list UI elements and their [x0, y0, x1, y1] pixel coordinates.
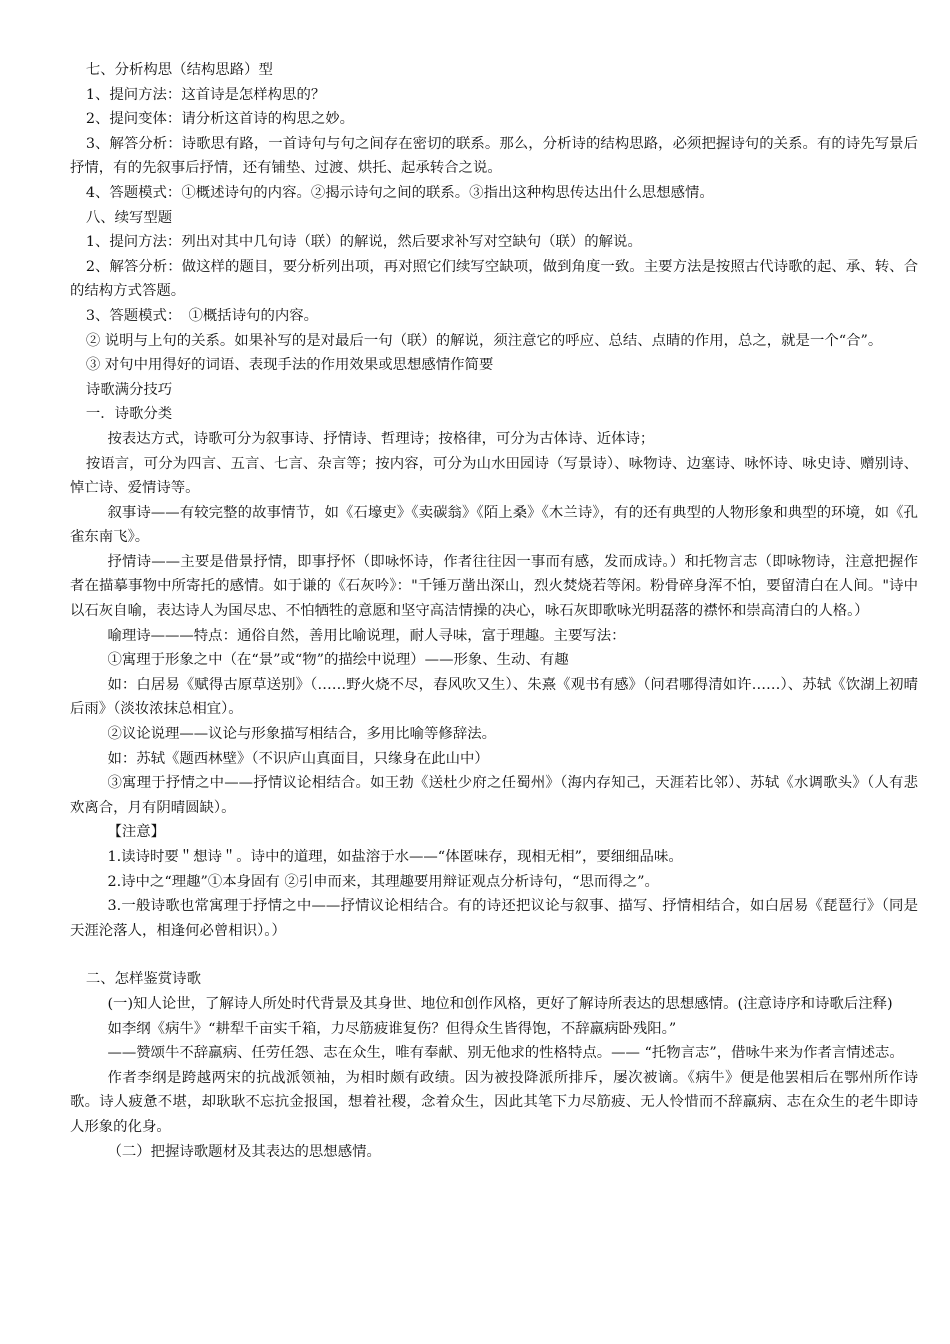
paragraph: 一．诗歌分类 — [85, 406, 173, 423]
paragraph: 抒情诗——主要是借景抒情，即事抒怀（即咏怀诗，作者往往因一事而有感，发而成诗。）和托物言志（即咏物诗，注意把握作者在描摹事物中所寄托的感情。如于谦的《石灰吟》："千锤万凿出深山，烈火焚烧若等闲。粉骨碎身浑不怕，要留清白在人间。"诗中以石灰自喻，表达诗人为国尽忠、不怕牺牲的意愿和坚守高洁情操的决心，咏石灰即歌咏光明磊落的襟怀和崇高清白的人格。） — [70, 553, 918, 620]
paragraph: 作者李纲是跨越两宋的抗战派领袖，为相时颇有政绩。因为被投降派所排斥，屡次被谪。《病牛》便是他罢相后在鄂州所作诗歌。诗人疲惫不堪，却耿耿不忘抗金报国，想着社稷，念着众生，因此其笔下力尽筋疲、无人怜惜而不辞羸病、志在众生的老牛即诗人形象的化身。 — [70, 1069, 918, 1135]
paragraph: 3、答题模式： ①概括诗句的内容。 — [85, 307, 319, 324]
paragraph: 3.一般诗歌也常寓理于抒情之中——抒情议论相结合。有的诗还把议论与叙事、描写、抒情相结合，如白居易《琵琶行》（同是天涯沦落人，相逢何必曾相识）。） — [70, 898, 918, 939]
paragraph: 1.读诗时要＂想诗＂。诗中的道理，如盐溶于水——“体匿味存，现相无相”，要细细品味。 — [107, 849, 683, 865]
paragraph: ②议论说理——议论与形象描写相结合，多用比喻等修辞法。 — [107, 726, 496, 743]
paragraph: 按表达方式，诗歌可分为叙事诗、抒情诗、哲理诗；按格律，可分为古体诗、近体诗； — [107, 430, 655, 447]
paragraph: 如李纲《病牛》“耕犁千亩实千箱，力尽筋疲谁复伤？但得众生皆得饱，不辞羸病卧残阳。” — [107, 1020, 677, 1037]
paragraph: 1、提问方法：这首诗是怎样构思的？ — [85, 86, 326, 103]
paragraph: 八、续写型题 — [85, 209, 173, 226]
paragraph: ② 说明与上句的关系。如果补写的是对最后一句（联）的解说，须注意它的呼应、总结、点睛的作用，总之，就是一个“合”。 — [85, 332, 883, 349]
paragraph: 【注意】 — [107, 824, 166, 841]
blank-line — [70, 943, 918, 967]
paragraph: 按语言，可分为四言、五言、七言、杂言等；按内容，可分为山水田园诗（写景诗）、咏物诗、边塞诗、咏怀诗、咏史诗、赠别诗、悼亡诗、爱情诗等。 — [70, 455, 918, 497]
paragraph: （二）把握诗歌题材及其表达的思想感情。 — [107, 1143, 381, 1160]
paragraph: ③ 对句中用得好的词语、表现手法的作用效果或思想感情作简要 — [85, 357, 494, 374]
paragraph: 叙事诗——有较完整的故事情节，如《石壕吏》《卖碳翁》《陌上桑》《木兰诗》，有的还有典型的人物形象和典型的环境，如《孔雀东南飞》。 — [70, 504, 918, 546]
paragraph: 如：白居易《赋得古原草送别》（……野火烧不尽，春风吹又生）、朱熹《观书有感》（问君哪得清如许……）、苏轼《饮湖上初晴后雨》（淡妆浓抹总相宜）。 — [70, 676, 918, 718]
paragraph: 如：苏轼《题西林壁》（不识庐山真面目，只缘身在此山中） — [107, 750, 489, 767]
document-page — [70, 58, 918, 1164]
paragraph: 2.诗中之“理趣”①本身固有 ②引申而来，其理趣要用辩证观点分析诗句，“思而得之”。 — [107, 873, 659, 890]
paragraph: ——赞颂牛不辞羸病、任劳任怨、志在众生，唯有奉献、别无他求的性格特点。—— “托物言志”，借咏牛来为作者言情述志。 — [107, 1045, 904, 1062]
paragraph: 二、怎样鉴赏诗歌 — [85, 971, 201, 988]
paragraph: (一)知人论世，了解诗人所处时代背景及其身世、地位和创作风格，更好了解诗所表达的思想感情。(注意诗序和诗歌后注释) — [107, 995, 893, 1012]
paragraph: 七、分析构思（结构思路）型 — [85, 62, 273, 78]
paragraph: ①寓理于形象之中（在“景”或“物”的描绘中说理）——形象、生动、有趣 — [107, 652, 569, 669]
paragraph: 3、解答分析：诗歌思有路，一首诗句与句之间存在密切的联系。那么，分析诗的结构思路，必须把握诗句的关系。有的诗先写景后抒情，有的先叙事后抒情，还有铺垫、过渡、烘托、起承转合之说。 — [70, 135, 918, 177]
paragraph: 喻理诗———特点：通俗自然，善用比喻说理，耐人寻味，富于理趣。主要写法： — [107, 627, 626, 644]
paragraph: 2、解答分析：做这样的题目，要分析列出项，再对照它们续写空缺项，做到角度一致。主要方法是按照古代诗歌的起、承、转、合的结构方式答题。 — [70, 258, 918, 300]
paragraph: 2、提问变体：请分析这首诗的构思之妙。 — [85, 111, 355, 128]
paragraph: 诗歌满分技巧 — [85, 381, 173, 398]
paragraph: ③寓理于抒情之中——抒情议论相结合。如王勃《送杜少府之任蜀州》（海内存知己，天涯若比邻）、苏轼《水调歌头》（人有悲欢离合，月有阴晴圆缺）。 — [70, 775, 918, 816]
paragraph: 4、答题模式：①概述诗句的内容。②揭示诗句之间的联系。③指出这种构思传达出什么思想感情。 — [85, 184, 714, 201]
paragraph: 1、提问方法：列出对其中几句诗（联）的解说，然后要求补写对空缺句（联）的解说。 — [85, 234, 642, 251]
